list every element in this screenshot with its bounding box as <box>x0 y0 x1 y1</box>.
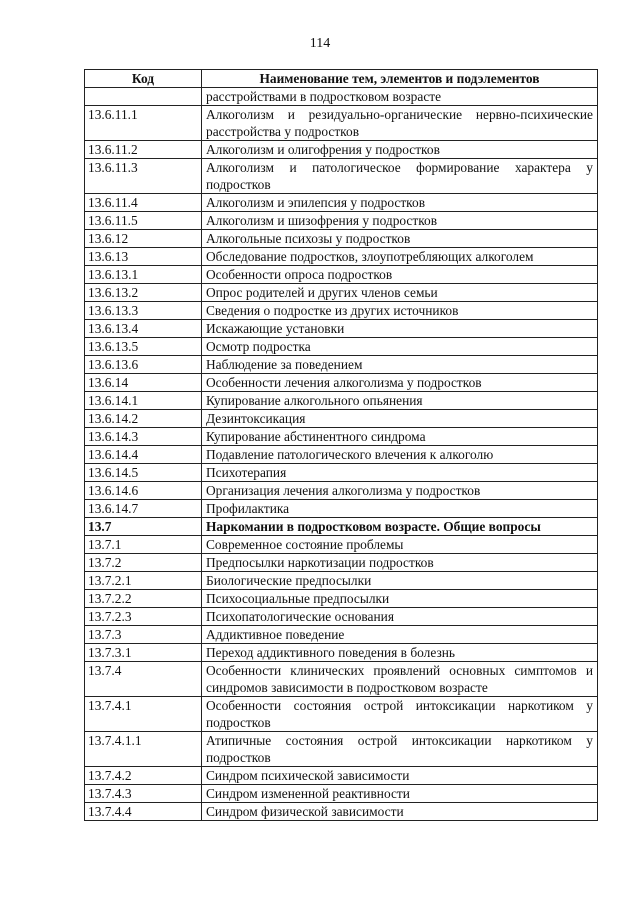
row-code: 13.6.14.2 <box>85 410 202 428</box>
table-row <box>85 374 598 392</box>
row-code: 13.6.11.5 <box>85 212 202 230</box>
row-code: 13.6.11.3 <box>85 159 202 194</box>
row-code: 13.7 <box>85 518 202 536</box>
row-name: Обследование подростков, злоупотребляющих алкоголем <box>202 248 598 266</box>
row-code: 13.6.11.1 <box>85 106 202 141</box>
row-code: 13.6.14.4 <box>85 446 202 464</box>
row-name: Алкоголизм и резидуально-органические нервно-психические расстройства у подростков <box>202 106 598 141</box>
row-code: 13.7.3 <box>85 626 202 644</box>
row-name: Особенности состояния острой интоксикации наркотиком у подростков <box>202 697 598 732</box>
row-name: Осмотр подростка <box>202 338 598 356</box>
row-name: Алкоголизм и шизофрения у подростков <box>202 212 598 230</box>
row-code: 13.6.14.5 <box>85 464 202 482</box>
row-name: Подавление патологического влечения к алкоголю <box>202 446 598 464</box>
row-name: Атипичные состояния острой интоксикации наркотиком у подростков <box>202 732 598 767</box>
row-name: Алкогольные психозы у подростков <box>202 230 598 248</box>
table-row <box>85 608 598 626</box>
row-code: 13.6.12 <box>85 230 202 248</box>
row-code: 13.7.4 <box>85 662 202 697</box>
row-code: 13.6.14 <box>85 374 202 392</box>
table-row <box>85 626 598 644</box>
table-row <box>85 697 598 732</box>
row-name: Психосоциальные предпосылки <box>202 590 598 608</box>
row-name: Опрос родителей и других членов семьи <box>202 284 598 302</box>
row-name: Психотерапия <box>202 464 598 482</box>
row-name: Купирование алкогольного опьянения <box>202 392 598 410</box>
row-name: Наркомании в подростковом возрасте. Общие вопросы <box>202 518 598 536</box>
row-name: Синдром физической зависимости <box>202 803 598 821</box>
table-row <box>85 392 598 410</box>
table-row <box>85 785 598 803</box>
row-name: Синдром измененной реактивности <box>202 785 598 803</box>
table-row <box>85 230 598 248</box>
table-row <box>85 767 598 785</box>
table-row <box>85 572 598 590</box>
table-row <box>85 248 598 266</box>
row-name: Особенности опроса подростков <box>202 266 598 284</box>
row-name: Искажающие установки <box>202 320 598 338</box>
table-row <box>85 554 598 572</box>
table-row <box>85 662 598 697</box>
row-name: Биологические предпосылки <box>202 572 598 590</box>
row-name: Профилактика <box>202 500 598 518</box>
row-name: Переход аддиктивного поведения в болезнь <box>202 644 598 662</box>
row-code: 13.6.13.4 <box>85 320 202 338</box>
row-code: 13.7.4.3 <box>85 785 202 803</box>
row-code: 13.6.14.1 <box>85 392 202 410</box>
row-code: 13.6.14.3 <box>85 428 202 446</box>
table-row <box>85 141 598 159</box>
table-row <box>85 410 598 428</box>
table-header-row <box>85 70 598 88</box>
row-code: 13.7.4.1 <box>85 697 202 732</box>
page-number: 114 <box>309 36 331 51</box>
table-row <box>85 320 598 338</box>
table-row <box>85 464 598 482</box>
row-code: 13.6.13.2 <box>85 284 202 302</box>
table-row <box>85 500 598 518</box>
row-name: Наблюдение за поведением <box>202 356 598 374</box>
table-body <box>85 88 598 821</box>
row-code: 13.6.14.6 <box>85 482 202 500</box>
row-name: Организация лечения алкоголизма у подростков <box>202 482 598 500</box>
curriculum-table <box>84 69 598 821</box>
table-row <box>85 446 598 464</box>
row-name: Синдром психической зависимости <box>202 767 598 785</box>
row-name: Современное состояние проблемы <box>202 536 598 554</box>
table-row <box>85 194 598 212</box>
row-name: Купирование абстинентного синдрома <box>202 428 598 446</box>
row-code: 13.6.11.2 <box>85 141 202 159</box>
table-row <box>85 428 598 446</box>
table-row <box>85 88 598 106</box>
header-code: Код <box>85 70 202 88</box>
row-code: 13.7.4.4 <box>85 803 202 821</box>
row-code: 13.7.2 <box>85 554 202 572</box>
table-row <box>85 644 598 662</box>
table-row <box>85 338 598 356</box>
row-code <box>85 88 202 106</box>
table-row <box>85 518 598 536</box>
row-code: 13.6.13.6 <box>85 356 202 374</box>
row-code: 13.7.2.3 <box>85 608 202 626</box>
row-code: 13.6.13 <box>85 248 202 266</box>
table-row <box>85 284 598 302</box>
row-name: Предпосылки наркотизации подростков <box>202 554 598 572</box>
row-name: Особенности клинических проявлений основных симптомов и синдромов зависимости в подростковом возрасте <box>202 662 598 697</box>
table-row <box>85 590 598 608</box>
row-code: 13.7.4.1.1 <box>85 732 202 767</box>
row-code: 13.6.11.4 <box>85 194 202 212</box>
row-name: Психопатологические основания <box>202 608 598 626</box>
row-name: Сведения о подростке из других источников <box>202 302 598 320</box>
row-name: Алкоголизм и олигофрения у подростков <box>202 141 598 159</box>
table-row <box>85 106 598 141</box>
table-row <box>85 356 598 374</box>
row-code: 13.7.2.1 <box>85 572 202 590</box>
table-row <box>85 536 598 554</box>
table-row <box>85 159 598 194</box>
row-name: Особенности лечения алкоголизма у подростков <box>202 374 598 392</box>
row-code: 13.7.3.1 <box>85 644 202 662</box>
row-name: Дезинтоксикация <box>202 410 598 428</box>
table-row <box>85 212 598 230</box>
row-code: 13.6.13.5 <box>85 338 202 356</box>
row-name: Алкоголизм и эпилепсия у подростков <box>202 194 598 212</box>
row-name: расстройствами в подростковом возрасте <box>202 88 598 106</box>
table-row <box>85 732 598 767</box>
table-row <box>85 803 598 821</box>
table-row <box>85 302 598 320</box>
row-code: 13.7.2.2 <box>85 590 202 608</box>
row-name: Аддиктивное поведение <box>202 626 598 644</box>
table-row <box>85 482 598 500</box>
row-code: 13.6.14.7 <box>85 500 202 518</box>
row-code: 13.6.13.1 <box>85 266 202 284</box>
header-name: Наименование тем, элементов и подэлементов <box>202 70 598 88</box>
table-row <box>85 266 598 284</box>
row-code: 13.7.1 <box>85 536 202 554</box>
row-name: Алкоголизм и патологическое формирование характера у подростков <box>202 159 598 194</box>
row-code: 13.6.13.3 <box>85 302 202 320</box>
row-code: 13.7.4.2 <box>85 767 202 785</box>
